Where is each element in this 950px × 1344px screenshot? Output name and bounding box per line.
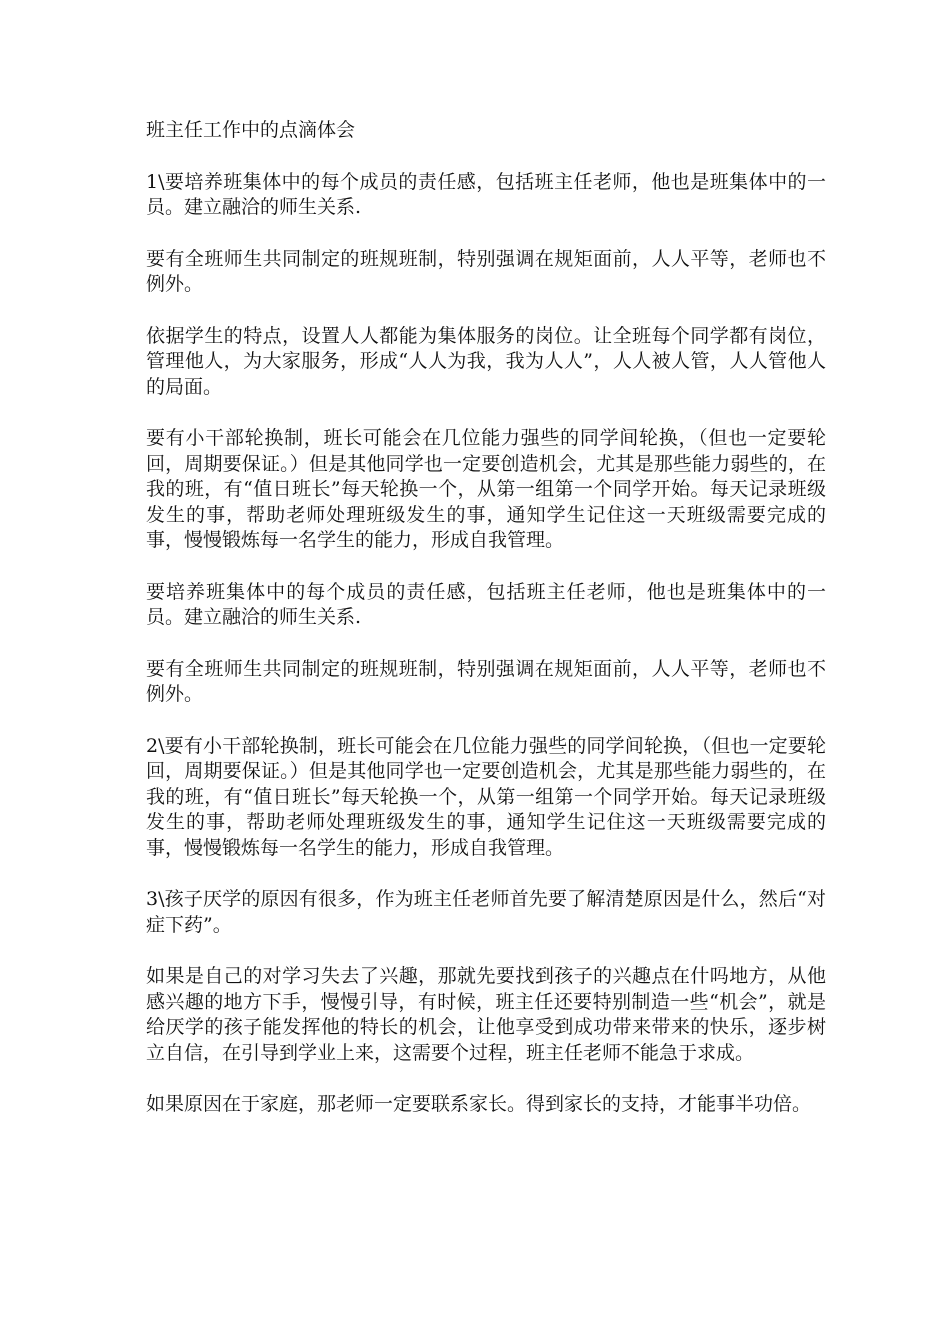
paragraph-6: 要有全班师生共同制定的班规班制，特别强调在规矩面前，人人平等，老师也不例外。: [146, 657, 826, 705]
paragraph-4: 要有小干部轮换制，班长可能会在几位能力强些的同学间轮换，（但也一定要轮回，周期要保证。）但是其他同学也一定要创造机会，尤其是那些能力弱些的，在我的班，有“值日班长”每天轮换一个，从第一组第一个同学开始。每天记录班级发生的事，帮助老师处理班级发生的事，通知学生记住这一天班级需要完成的事，慢慢锻炼每一名学生的能力，形成自我管理。: [146, 427, 826, 551]
paragraph-3: 依据学生的特点，设置人人都能为集体服务的岗位。让全班每个同学都有岗位，管理他人，为大家服务，形成“人人为我，我为人人”，人人被人管，人人管他人的局面。: [146, 324, 826, 398]
paragraph-8: 3\孩子厌学的原因有很多，作为班主任老师首先要了解清楚原因是什么，然后“对症下药”。: [146, 888, 826, 936]
document-title: 班主任工作中的点滴体会: [146, 119, 356, 141]
paragraph-5: 要培养班集体中的每个成员的责任感，包括班主任老师，他也是班集体中的一员。建立融洽的师生关系.: [146, 580, 826, 628]
paragraph-10: 如果原因在于家庭，那老师一定要联系家长。得到家长的支持，才能事半功倍。: [146, 1093, 812, 1115]
paragraph-1: 1\要培养班集体中的每个成员的责任感，包括班主任老师，他也是班集体中的一员。建立融洽的师生关系.: [146, 170, 826, 218]
paragraph-9: 如果是自己的对学习失去了兴趣，那就先要找到孩子的兴趣点在什吗地方，从他感兴趣的地方下手，慢慢引导，有时候，班主任还要特别制造一些“机会”，就是给厌学的孩子能发挥他的特长的机会，让他享受到成功带来带来的快乐，逐步树立自信，在引导到学业上来，这需要个过程，班主任老师不能急于求成。: [146, 965, 826, 1064]
document-page: [146, 118, 826, 1144]
paragraph-2: 要有全班师生共同制定的班规班制，特别强调在规矩面前，人人平等，老师也不例外。: [146, 247, 826, 295]
paragraph-7: 2\要有小干部轮换制，班长可能会在几位能力强些的同学间轮换，（但也一定要轮回，周期要保证。）但是其他同学也一定要创造机会，尤其是那些能力弱些的，在我的班，有“值日班长”每天轮换一个，从第一组第一个同学开始。每天记录班级发生的事，帮助老师处理班级发生的事，通知学生记住这一天班级需要完成的事，慢慢锻炼每一名学生的能力，形成自我管理。: [146, 734, 826, 859]
